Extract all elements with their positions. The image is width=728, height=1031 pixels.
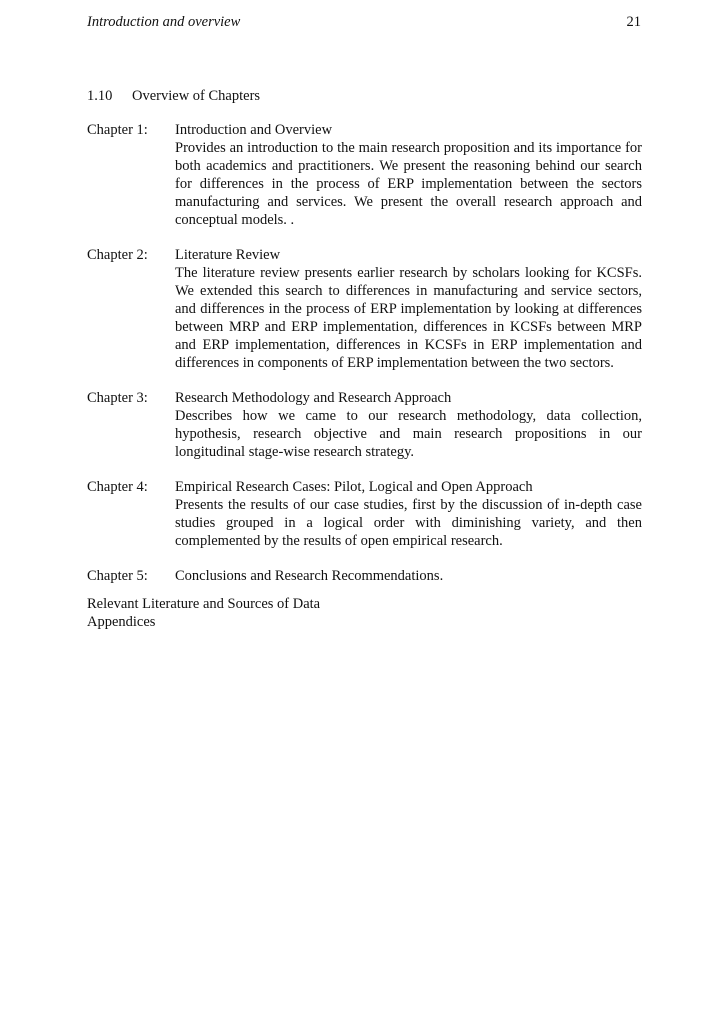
chapter-description: Provides an introduction to the main research proposition and its importance for both academics and practitioners. We present the reasoning behind our search for differences in the process of ERP implementation between the sectors manufacturing and services. We present the overall research approach and conceptual models. . <box>175 140 642 228</box>
section-number: 1.10 <box>87 88 113 104</box>
chapter-body <box>175 246 642 372</box>
chapter-title: Empirical Research Cases: Pilot, Logical and Open Approach <box>175 479 533 495</box>
chapter-description: Describes how we came to our research methodology, data collection, hypothesis, research objective and main research propositions in our longitudinal stage-wise research strategy. <box>175 408 642 460</box>
chapter-title: Research Methodology and Research Approach <box>175 390 452 406</box>
chapter-list <box>87 121 642 602</box>
chapter-entry-3 <box>87 389 642 461</box>
chapter-description: Presents the results of our case studies, first by the discussion of in-depth case studies grouped in a logical order with diminishing variety, and then complemented by the results of open empirical research. <box>175 497 642 549</box>
chapter-title: Conclusions and Research Recommendations. <box>175 568 444 584</box>
chapter-body <box>175 567 642 585</box>
header-title: Introduction and overview <box>87 14 241 30</box>
chapter-description: The literature review presents earlier research by scholars looking for KCSFs. We extended this search to differences in manufacturing and service sectors, and differences in the process of ERP implementation by looking at differences between MRP and ERP implementation, differences in KCSFs between MRP and ERP implementation, differences in KCSFs in ERP implementation and differences in components of ERP implementation between the two sectors. <box>175 265 642 371</box>
chapter-label: Chapter 2: <box>87 247 148 263</box>
chapter-body <box>175 389 642 461</box>
chapter-entry-4 <box>87 478 642 550</box>
chapter-body <box>175 478 642 550</box>
chapter-entry-1 <box>87 121 642 229</box>
chapter-entry-5 <box>87 567 642 585</box>
chapter-entry-2 <box>87 246 642 372</box>
section-heading <box>87 88 260 105</box>
chapter-title: Introduction and Overview <box>175 122 333 138</box>
chapter-label: Chapter 1: <box>87 122 148 138</box>
backmatter <box>87 595 320 631</box>
chapter-title: Literature Review <box>175 247 281 263</box>
chapter-body <box>175 121 642 229</box>
running-header <box>87 14 641 34</box>
literature-sources-line: Relevant Literature and Sources of Data <box>87 596 321 612</box>
section-title: Overview of Chapters <box>132 88 261 104</box>
chapter-label: Chapter 5: <box>87 568 148 584</box>
chapter-label: Chapter 4: <box>87 479 148 495</box>
appendices-line: Appendices <box>87 614 156 630</box>
page-number: 21 <box>626 14 641 30</box>
chapter-label: Chapter 3: <box>87 390 148 406</box>
